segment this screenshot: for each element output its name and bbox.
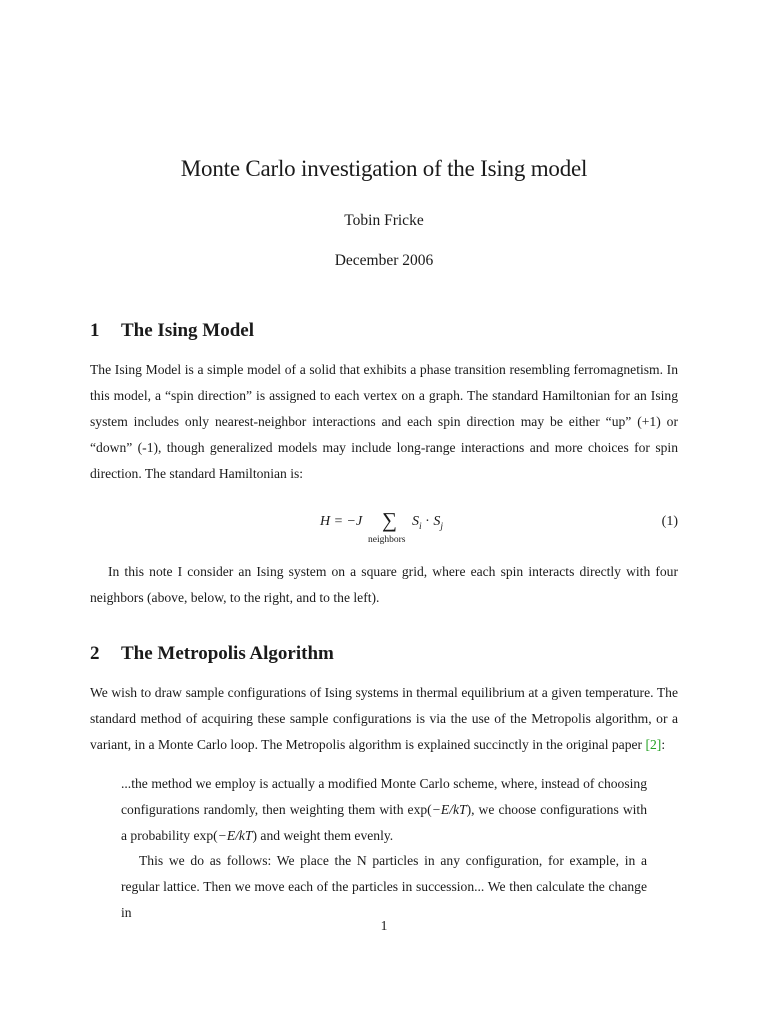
equation-number: (1): [661, 514, 678, 529]
page-number: 1: [380, 918, 388, 933]
section-title: The Metropolis Algorithm: [121, 643, 334, 664]
paper-author: Tobin Fricke: [344, 212, 424, 229]
citation-link[interactable]: [2]: [645, 737, 662, 752]
quotation-paragraph-1: ...the method we employ is actually a modified Monte Carlo scheme, where, instead of choosing configurations randomly, then weighting them with exp(−E/kT), we choose configurations with a probability exp(−E/kT) and weight them evenly.: [121, 776, 647, 843]
sum-symbol: ∑: [382, 508, 397, 532]
paper-date: December 2006: [334, 252, 434, 269]
quotation-paragraph-2: This we do as follows: We place the N particles in any configuration, for example, in a regular lattice. Then we move each of the particles in succession... We then calculate the change in: [121, 853, 647, 920]
section-number: 2: [90, 643, 100, 664]
equation-lhs: H = −J: [320, 514, 363, 529]
section-2-paragraph-1: We wish to draw sample configurations of Ising systems in thermal equilibrium at a given temperature. The standard method of acquiring these sample configurations is via the use of the Metropolis algorithm, or a variant, in a Monte Carlo loop. The Metropolis algorithm is explained succinctly in the original paper [2]:: [90, 685, 678, 752]
section-number: 1: [90, 320, 100, 341]
section-1-paragraph-1: The Ising Model is a simple model of a solid that exhibits a phase transition resembling ferromagnetism. In this model, a “spin direction” is assigned to each vertex on a graph. The standard Hamiltonian for an Ising system includes only nearest-neighbor interactions and each spin direction may be either “up” (+1) or “down” (-1), though generalized models may include long-range interactions and more choices for spin direction. The standard Hamiltonian is:: [90, 362, 678, 481]
section-title: The Ising Model: [121, 320, 255, 341]
paper-title: Monte Carlo investigation of the Ising model: [180, 156, 588, 181]
equation-rhs: $S_i \cdot S_j$: [412, 514, 443, 532]
section-1-paragraph-2: In this note I consider an Ising system on a square grid, where each spin interacts directly with four neighbors (above, below, to the right, and to the left).: [90, 564, 678, 605]
equation-hamiltonian: [0, 510, 768, 550]
section-heading-1: [90, 320, 254, 342]
sum-subscript: neighbors: [368, 535, 406, 545]
section-heading-2: [90, 643, 334, 665]
